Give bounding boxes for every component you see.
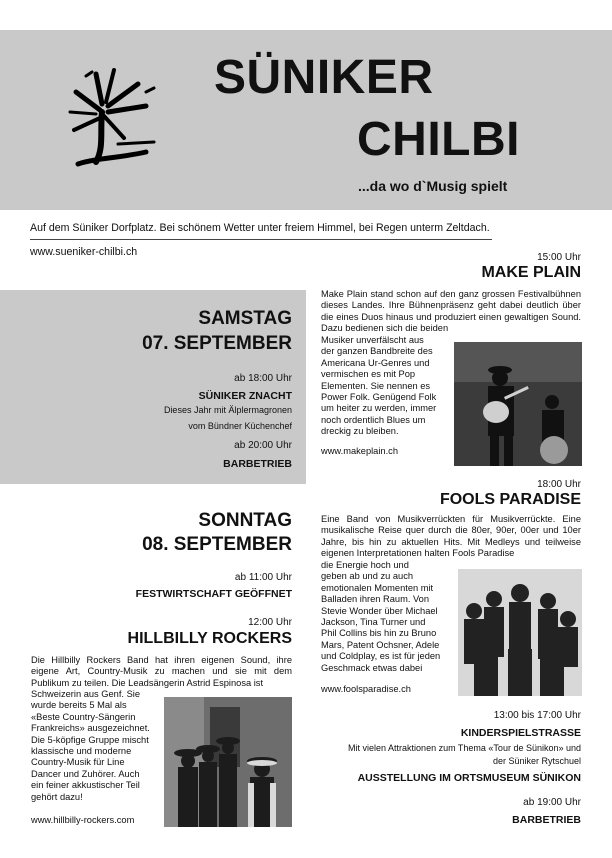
text-line: vermischen es mit Pop [321, 369, 416, 380]
title-line-2: CHILBI [357, 113, 520, 166]
makeplain-time: 15:00 Uhr [537, 252, 581, 263]
tagline: ...da wo d`Musig spielt [358, 178, 508, 194]
fools-title: FOOLS PARADISE [439, 491, 581, 508]
text-line: Jackson, Tina Turner und [321, 617, 426, 628]
sunday-day: SONNTAG [198, 510, 292, 531]
text-line: um heiter zu werden, immer [321, 403, 437, 414]
hillbilly-text: Die Hillbilly Rockers Band hat ihren eigenen Sound, ihre eigene Art, Country-Musik zu machen und sie mit dem Publikum zu teilen. Die Leadsängerin Astrid Espinosa ist [31, 655, 292, 688]
fools-url[interactable]: www.foolsparadise.ch [321, 684, 411, 694]
text-line: Dancer und Zuhörer. Auch [31, 768, 140, 779]
bar-saturday-time: ab 20:00 Uhr [234, 440, 292, 451]
text-line: und Coldplay, es ist für jeden [321, 651, 441, 662]
text-line: Die 5-köpfige Gruppe mischt [31, 734, 149, 745]
fools-time: 18:00 Uhr [537, 479, 581, 490]
text-line: Frankreichs» ausgezeichnet. [31, 723, 150, 734]
ausstellung-title: AUSSTELLUNG IM ORTSMUSEUM SÜNIKON [357, 772, 581, 784]
hillbilly-band-photo [164, 697, 292, 827]
text-line: emotionalen Momenten mit [321, 582, 434, 593]
text-line: Schweizerin aus Genf. Sie [31, 689, 141, 699]
makeplain-text: Make Plain stand schon auf den ganz grossen Festivalbühnen dieses Landes. Ihre Bühnenpräsenz geht dabei deutlich über die eines Duos hinaus und produziert einen gewaltigen Sound. Dazu bedienen sich die beiden [321, 289, 581, 334]
hillbilly-time: 12:00 Uhr [248, 617, 292, 628]
sunday-date: 08. SEPTEMBER [142, 534, 292, 555]
text-line: Elementen. Sie nennen es [321, 380, 431, 391]
festwirtschaft-time: ab 11:00 Uhr [234, 572, 292, 583]
kinder-desc-1: Mit vielen Attraktionen zum Thema «Tour de Sünikon» und [348, 743, 581, 753]
text-line: Phil Collins bis hin zu Bruno [321, 628, 437, 639]
bar-sunday-title: BARBETRIEB [512, 814, 581, 826]
kinder-time: 13:00 bis 17:00 Uhr [493, 710, 581, 721]
text-line: noch ordentlich Blues um [321, 414, 426, 425]
makeplain-band-photo [454, 342, 582, 466]
text-line: Stevie Wonder über Michael [321, 605, 438, 616]
fools-text: Eine Band von Musikverrückten für Musikverrückte. Eine musikalische Reise quer durch die 80er, 90er, 00er und 10er Jahre, bis hin zu aktuellen Hits. Mit Medleys und teilweise eigenen Interpretationen halten Fools Paradise [321, 514, 581, 559]
znacht-title: SÜNIKER ZNACHT [198, 390, 292, 402]
bar-saturday-title: BARBETRIEB [223, 458, 292, 470]
text-line: Power Folk. Genügend Folk [321, 392, 437, 403]
divider [30, 239, 492, 240]
text-line: wurde bereits 5 Mal als [31, 700, 127, 711]
znacht-desc-1: Dieses Jahr mit Älplermagronen [163, 405, 292, 415]
text-line: Mars, Patent Ochsner, Adele [321, 639, 440, 650]
kinder-title: KINDERSPIELSTRASSE [460, 727, 581, 739]
text-line: klassische und moderne [31, 746, 132, 757]
text-line: gehört dazu! [31, 791, 83, 802]
text-line: dreckig zu bleiben. [321, 426, 399, 437]
saturday-date: 07. SEPTEMBER [142, 333, 292, 354]
text-line: der ganzen Bandbreite des [321, 346, 433, 357]
text-line: Geschmack etwas dabei [321, 662, 423, 673]
kinder-desc-2: der Süniker Rytschuel [492, 756, 581, 766]
text-line: Country-Musik für Line [31, 757, 125, 768]
text-line: Balladen ihren Raum. Von [321, 594, 430, 605]
bar-sunday-time: ab 19:00 Uhr [523, 797, 581, 808]
text-line: Musiker unverfälscht aus [321, 335, 424, 345]
hillbilly-text-narrow [31, 689, 162, 803]
fools-band-photo [458, 569, 582, 696]
text-line: die Energie hoch und [321, 560, 409, 570]
text-line: «Beste Country-Sängerin [31, 711, 136, 722]
makeplain-title: MAKE PLAIN [481, 264, 581, 281]
festwirtschaft-title: FESTWIRTSCHAFT GEÖFFNET [135, 588, 292, 600]
makeplain-text-narrow [321, 335, 451, 438]
makeplain-url[interactable]: www.makeplain.ch [321, 446, 398, 456]
fools-text-narrow [321, 560, 456, 674]
znacht-desc-2: vom Bündner Küchenchef [188, 421, 292, 431]
palm-logo-icon [66, 62, 162, 172]
intro-text: Auf dem Süniker Dorfplatz. Bei schönem Wetter unter freiem Himmel, bei Regen unterm Zeltdach. [30, 222, 490, 234]
text-line: ein feiner akkustischer Teil [31, 780, 140, 791]
website-link[interactable]: www.sueniker-chilbi.ch [30, 246, 138, 258]
saturday-day: SAMSTAG [198, 308, 292, 329]
znacht-time: ab 18:00 Uhr [234, 373, 292, 384]
title-line-1: SÜNIKER [214, 51, 434, 104]
text-line: geben ab und zu auch [321, 571, 414, 582]
text-line: Americana Ur-Genres und [321, 357, 430, 368]
hillbilly-title: HILLBILLY ROCKERS [127, 630, 292, 647]
hillbilly-url[interactable]: www.hillbilly-rockers.com [31, 815, 135, 825]
